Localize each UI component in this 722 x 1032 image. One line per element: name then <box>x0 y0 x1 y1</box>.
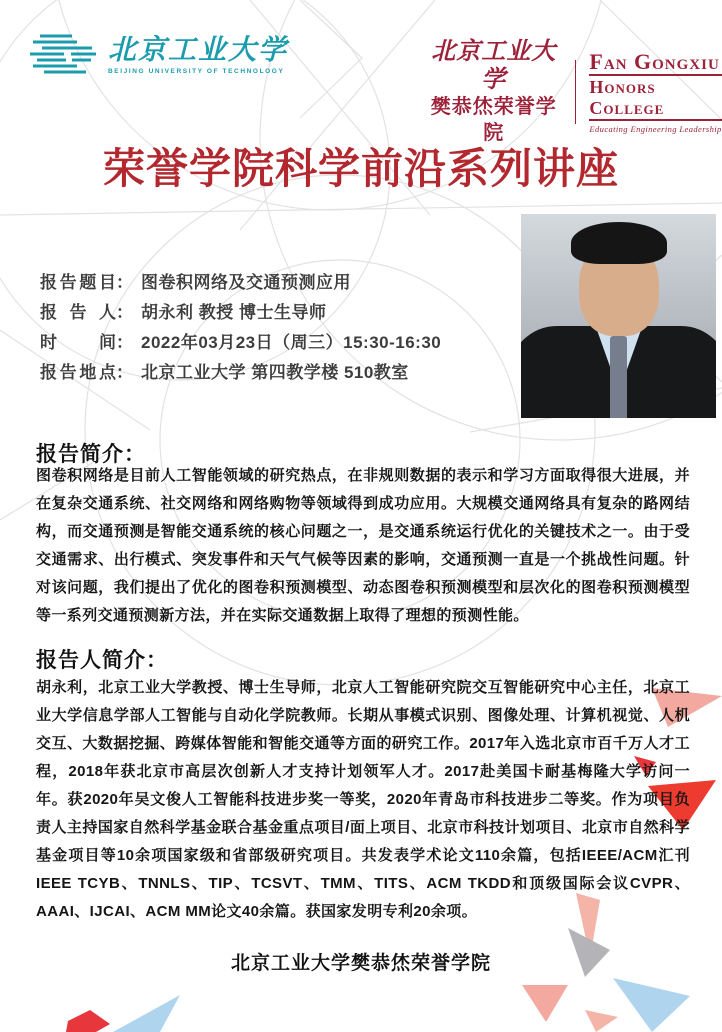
page-title: 荣誉学院科学前沿系列讲座 <box>102 145 619 192</box>
info-label: 报告题目 <box>40 273 116 292</box>
speaker-photo <box>521 214 716 418</box>
decor-chevron <box>300 0 362 118</box>
photo-hair <box>571 222 667 264</box>
college-name-en-line1: Fan Gongxiu <box>589 50 722 76</box>
info-row-topic <box>40 268 518 298</box>
decor-triangle-blue <box>113 995 180 1032</box>
college-name-en <box>589 50 722 134</box>
college-name-zh-line1: 北京工业大学 <box>431 38 557 93</box>
decor-triangle-salmon <box>522 985 568 1022</box>
info-colon: ： <box>116 273 133 292</box>
lecture-info <box>40 268 518 388</box>
info-value: 胡永利 教授 博士生导师 <box>141 303 327 322</box>
info-colon: ： <box>116 303 133 322</box>
college-tagline: Educating Engineering Leadership <box>589 124 722 134</box>
bio-body: 胡永利，北京工业大学教授、博士生导师，北京人工智能研究院交互智能研究中心主任，北京工业大学信息学部人工智能与自动化学院教师。长期从事模式识别、图像处理、计算机视觉、人机交互、大数据挖掘、跨媒体智能和智能交通等方面的研究工作。2017年入选北京市百千万人才工程，2018年获北京市高层次创新人才支持计划领军人才。2017赴美国卡耐基梅隆大学访问一年。获2020年吴文俊人工智能科技进步奖一等奖，2020年青岛市科技进步二等奖。作为项目负责人主持国家自然科学基金联合基金重点项目/面上项目、北京市科技计划项目、北京市自然科学基金项目等10余项国家级和省部级研究项目。共发表学术论文110余篇，包括IEEE/ACM汇刊IEEE TCYB、TNNLS、TIP、TCSVT、TMM、TITS、ACM TKDD和顶级国际会议CVPR、AAAI、IJCAI、ACM MM论文40余篇。获国家发明专利20余项。 <box>36 679 690 920</box>
university-logo-text <box>108 35 288 75</box>
university-name-en: BEIJING UNIVERSITY OF TECHNOLOGY <box>108 68 285 75</box>
info-value: 2022年03月23日（周三）15:30-16:30 <box>141 333 442 352</box>
info-row-speaker <box>40 298 518 328</box>
info-colon: ： <box>116 333 133 352</box>
info-label: 报告人 <box>40 303 116 322</box>
info-row-time <box>40 328 518 358</box>
decor-triangle-blue <box>613 978 690 1032</box>
decor-triangle-salmon <box>585 1010 618 1032</box>
abstract-heading: 报告简介： <box>36 443 146 466</box>
info-label: 报告地点 <box>40 363 116 382</box>
college-name-zh <box>426 38 562 146</box>
info-label: 时间 <box>40 333 116 352</box>
abstract-body: 图卷积网络是目前人工智能领域的研究热点，在非规则数据的表示和学习方面取得很大进展，并在复杂交通系统、社交网络和网络购物等领域得到成功应用。大规模交通网络具有复杂的路网结构，而交通预测是智能交通系统的核心问题之一，是交通系统运行优化的关键技术之一。由于受交通需求、出行模式、突发事件和天气气候等因素的影响，交通预测一直是一个挑战性问题。针对该问题，我们提出了优化的图卷积预测模型、动态图卷积预测模型和层次化的图卷积预测模型等一系列交通预测新方法，并在实际交通数据上取得了理想的预测性能。 <box>36 467 690 624</box>
college-name-zh-line2: 樊恭烋荣誉学院 <box>430 96 557 144</box>
info-value: 北京工业大学 第四教学楼 510教室 <box>141 363 409 382</box>
logo-divider <box>575 60 577 124</box>
decor-triangle-red <box>66 1010 110 1032</box>
info-row-location <box>40 358 518 388</box>
honors-college-logo <box>426 38 722 146</box>
university-logo-mark-icon <box>30 32 98 78</box>
footer-college-name: 北京工业大学樊恭烋荣誉学院 <box>230 953 491 974</box>
info-colon: ： <box>116 363 133 382</box>
bio-heading: 报告人简介： <box>36 649 168 672</box>
university-name-zh: 北京工业大学 <box>108 34 289 65</box>
university-logo <box>30 32 288 78</box>
college-name-en-line2: Honors College <box>589 77 722 121</box>
photo-tie <box>610 336 627 418</box>
info-value: 图卷积网络及交通预测应用 <box>141 273 351 292</box>
